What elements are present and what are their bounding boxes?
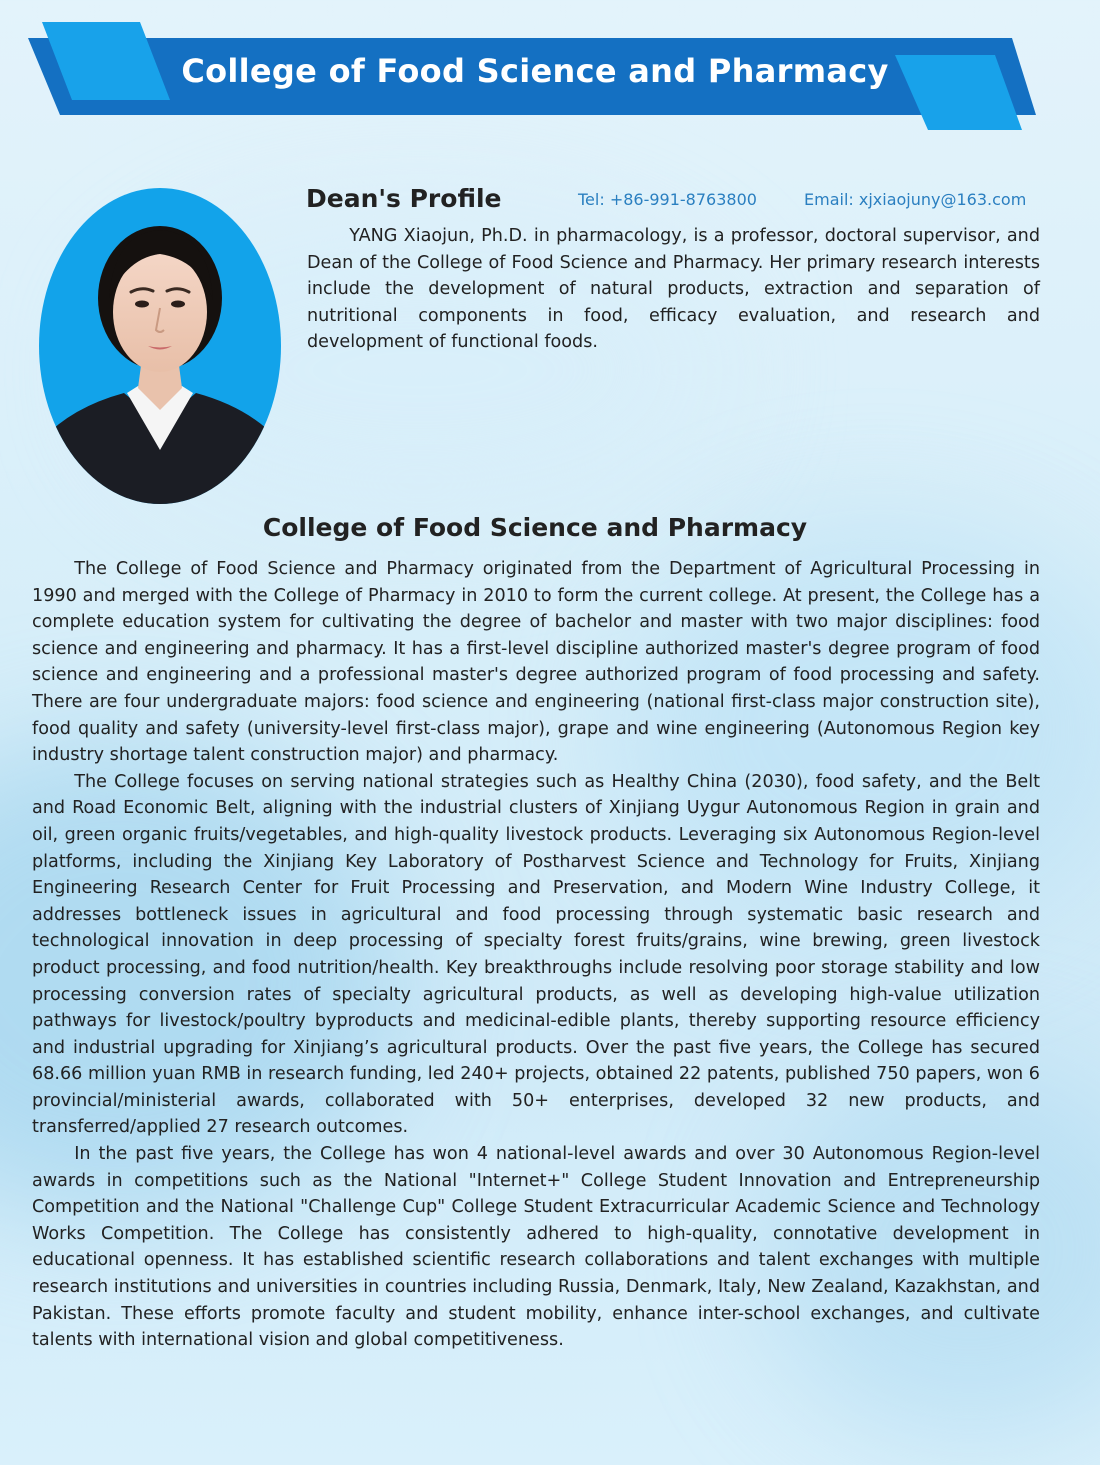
college-paragraph: In the past five years, the College has won 4 national-level awards and over 30 Autonomous Region-level awards in competitions such as the National "Internet+" College Student Innovation and Entrepreneurship Competition and the National "Challenge Cup" College Student Extracurricular Academic Science and Technology Works Competition. The College has consistently adhered to high-quality, connotative development in educational openness. It has established scientific research collaborations and talent exchanges with multiple research institutions and universities in countries including Russia, Denmark, Italy, New Zealand, Kazakhstan, and Pakistan. These efforts promote faculty and student mobility, enhance inter-school exchanges, and cultivate talents with international vision and global competitiveness. (32, 1144, 1040, 1351)
college-paragraph: The College focuses on serving national strategies such as Healthy China (2030), food safety, and the Belt and Road Economic Belt, aligning with the industrial clusters of Xinjiang Uygur Autonomous Region in grain and oil, green organic fruits/vegetables, and high-quality livestock products. Leveraging six Autonomous Region-level platforms, including the Xinjiang Key Laboratory of Postharvest Science and Technology for Fruits, Xinjiang Engineering Research Center for Fruit Processing and Preservation, and Modern Wine Industry College, it addresses bottleneck issues in agricultural and food processing through systematic basic research and technological innovation in deep processing of specialty forest fruits/grains, wine brewing, green livestock product processing, and food nutrition/health. Key breakthroughs include resolving poor storage stability and low processing conversion rates of specialty agricultural products, as well as developing high-value utilization pathways for livestock/poultry byproducts and medicinal-edible plants, thereby supporting resource efficiency and industrial upgrading for Xinjiang’s agricultural products. Over the past five years, the College has secured 68.66 million yuan RMB in research funding, led 240+ projects, obtained 22 patents, published 750 papers, won 6 provincial/ministerial awards, collaborated with 50+ enterprises, developed 32 new products, and transferred/applied 27 research outcomes. (32, 771, 1040, 1138)
dean-email: Email: xjxiaojuny@163.com (804, 190, 1027, 209)
dean-telephone: Tel: +86-991-8763800 (578, 190, 757, 209)
banner-title: College of Food Science and Pharmacy (181, 52, 889, 90)
college-paragraph: The College of Food Science and Pharmacy originated from the Department of Agricultural Processing in 1990 and merged with the College of Pharmacy in 2010 to form the current college. At present, the College has a complete education system for cultivating the degree of bachelor and master with two major disciplines: food science and engineering and pharmacy. It has a first-level discipline authorized master's degree program of food science and engineering and a professional master's degree authorized program of food processing and safety. There are four undergraduate majors: food science and engineering (national first-class major construction site), food quality and safety (university-level first-class major), grape and wine engineering (Autonomous Region key industry shortage talent construction major) and pharmacy. (32, 559, 1040, 766)
dean-bio: YANG Xiaojun, Ph.D. in pharmacology, is a professor, doctoral supervisor, and Dean of the College of Food Science and Pharmacy. Her primary research interests include the development of natural products, extraction and separation of nutritional components in food, efficacy evaluation, and research and development of functional foods. (307, 226, 1040, 353)
college-description (32, 556, 1040, 1354)
dean-portrait (39, 188, 281, 504)
dean-profile-heading: Dean's Profile (306, 184, 502, 213)
title-banner (0, 0, 1100, 140)
college-heading: College of Food Science and Pharmacy (262, 513, 808, 542)
